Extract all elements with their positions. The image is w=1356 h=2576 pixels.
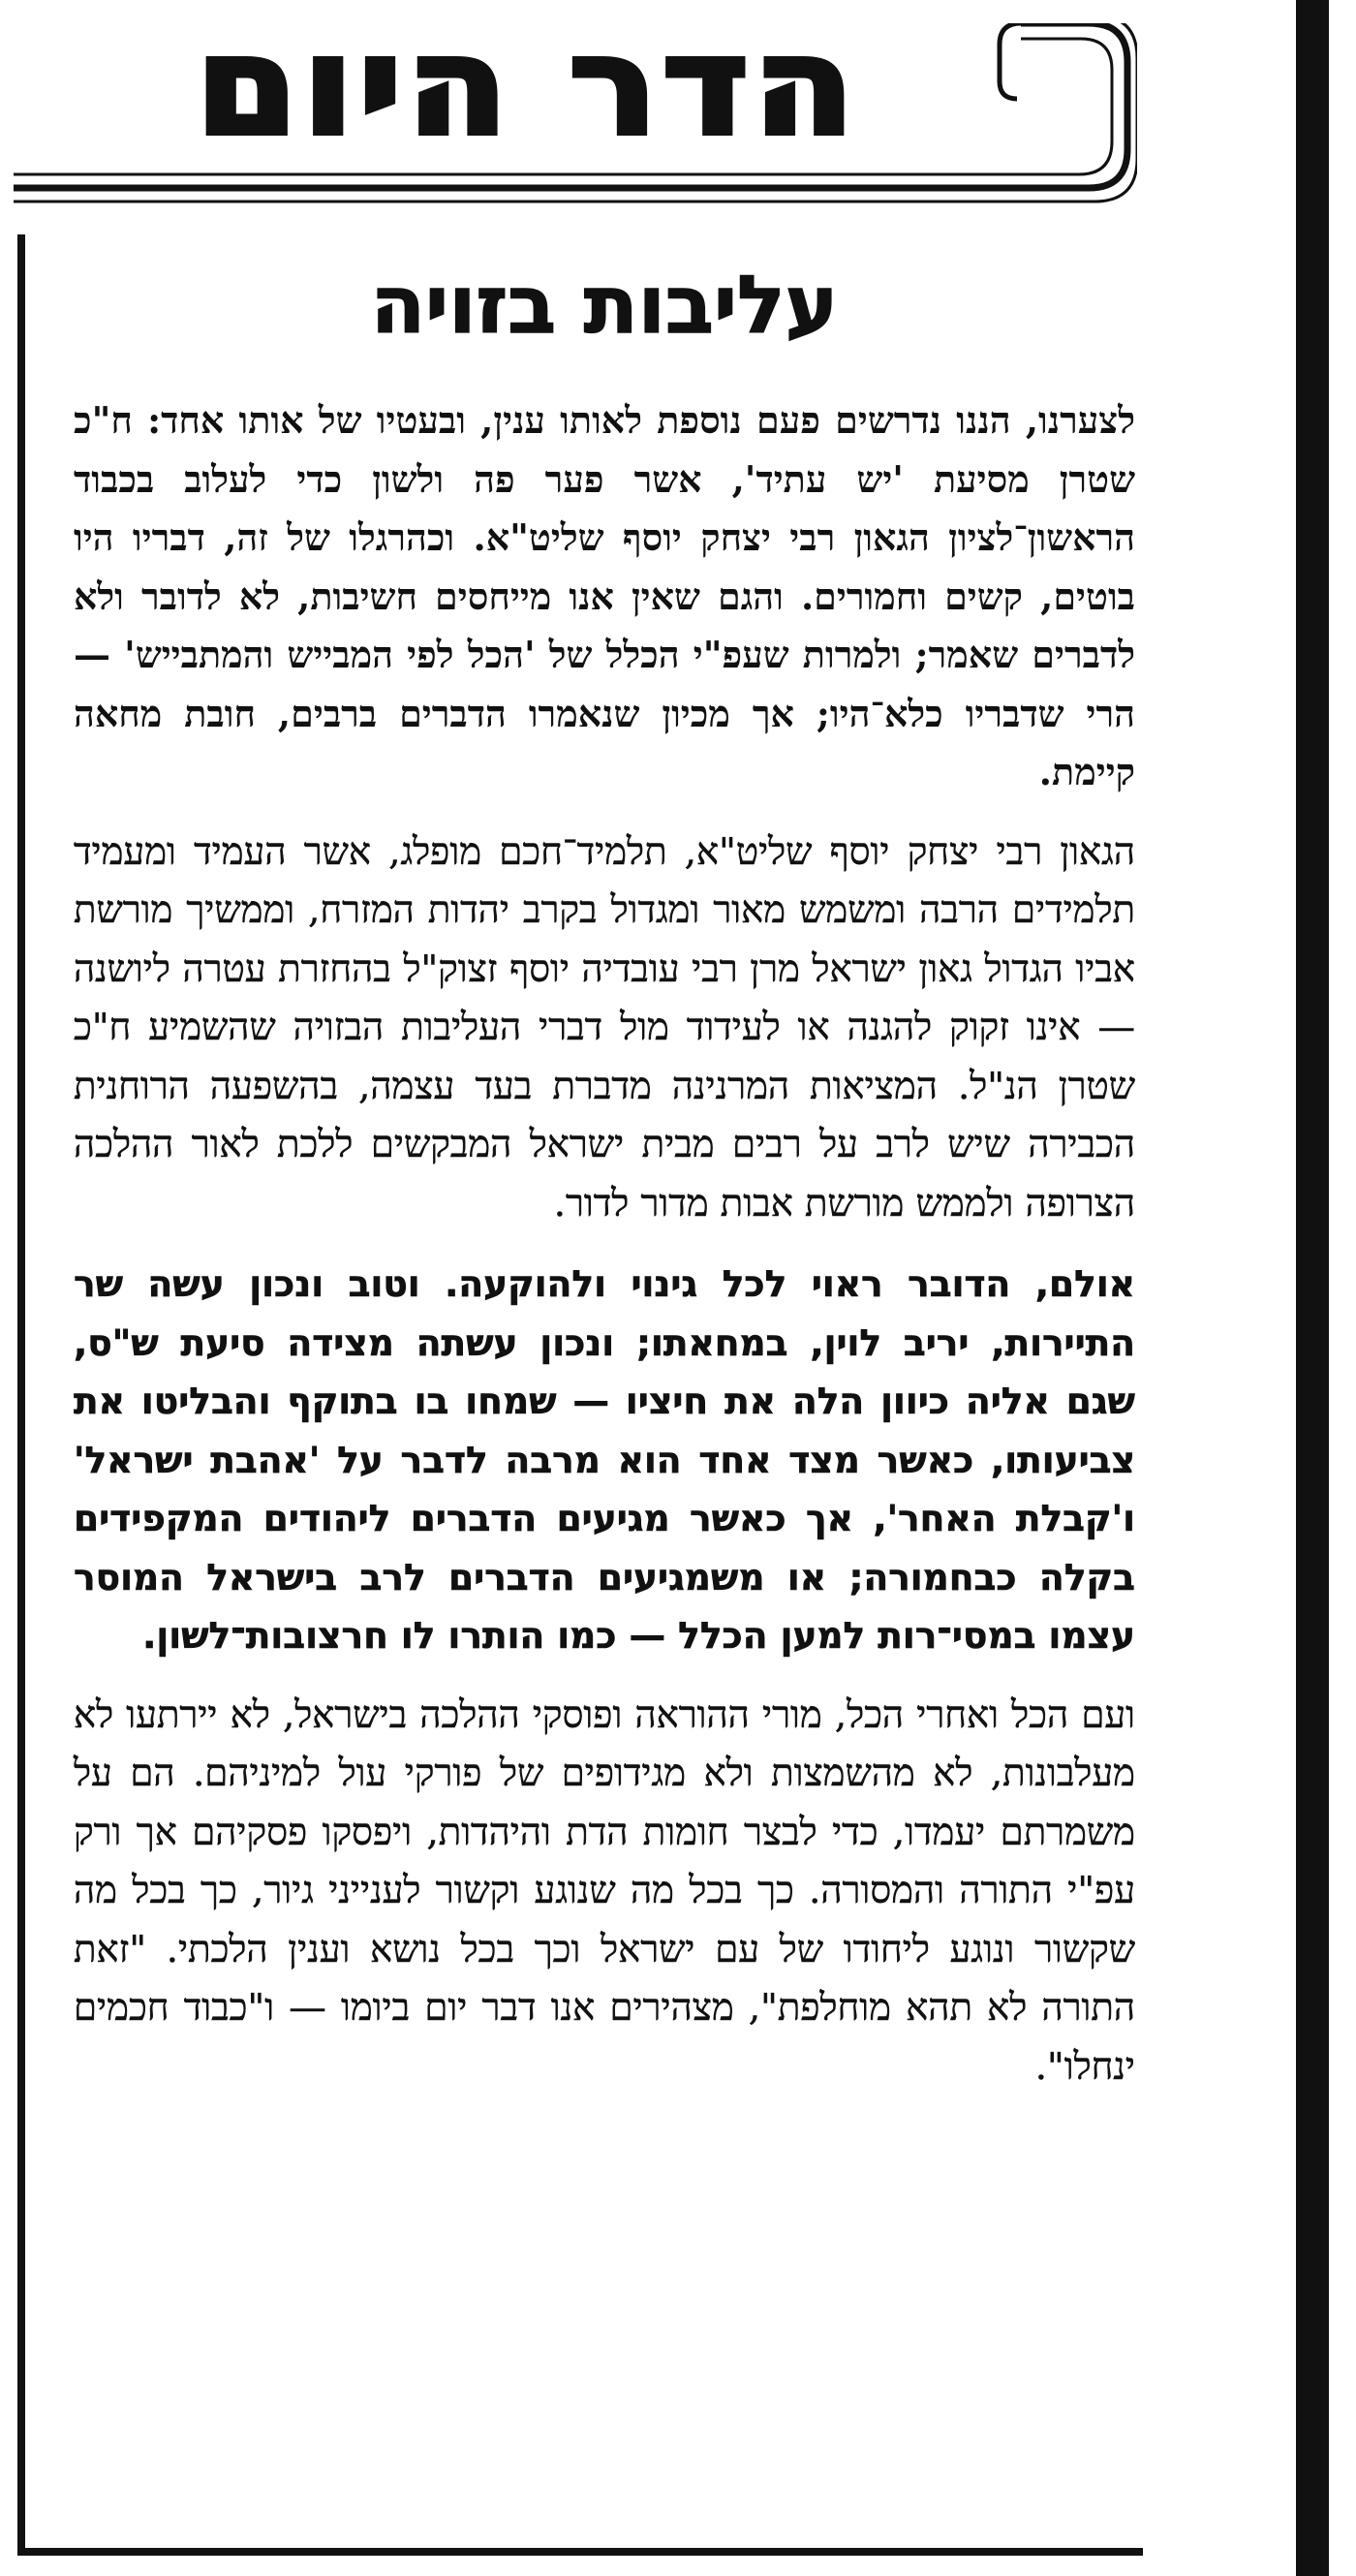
article-paragraph-2: הגאון רבי יצחק יוסף שליט"א, תלמיד־חכם מופלג, אשר העמיד ומעמיד תלמידים הרבה ומשמש מאור ומגדול בקרב יהדות המזרח, וממשיך מורשת אביו הגדול גאון ישראל מרן רבי עובדיה יוסף זצוק"ל בהחזרת עטרה ליושנה — אינו זקוק להגנה או לעידוד מול דברי העליבות הבזויה שהשמיע ח"כ שטרן הנ"ל. המציאות המרנינה מדברת בעד עצמה, בהשפעה הרוחנית הכבירה שיש לרב על רבים מבית ישראל המבקשים ללכת לאור ההלכה הצרופה ולממש מורשת אבות מדור לדור. <box>74 829 1135 1226</box>
masthead-title: הדר היום <box>196 9 860 165</box>
article-paragraph-3: אולם, הדובר ראוי לכל גינוי ולהוקעה. וטוב ונכון עשה שר התיירות, יריב לוין, במחאתו; ונכון עשתה מצידה סיעת ש"ס, שגם אליה כיוון הלה את חיציו — שמחו בו בתוקף והבליטו את צביעותו, כאשר מצד אחד הוא מרבה לדבר על 'אהבת ישראל' ו'קבלת האחר', אך כאשר מגיעים הדברים ליהודים המקפידים בקלה כבחמורה; או משמגיעים הדברים לרב בישראל המוסר עצמו במסי־רות למען הכלל — כמו הותרו לו חרצובות־לשון. <box>74 1262 1135 1657</box>
masthead <box>14 9 1137 213</box>
article-paragraph-1: לצערנו, הננו נדרשים פעם נוספת לאותו ענין, ובעטיו של אותו אחד: ח"כ שטרן מסיעת 'יש עתיד', אשר פער פה ולשון כדי לעלוב בכבוד הראשון־לציון הגאון רבי יצחק יוסף שליט"א. וכהרגלו של זה, דבריו היו בוטים, קשים וחמורים. והגם שאין אנו מייחסים חשיבות, לא לדובר ולא לדברים שאמר; ולמרות שעפ"י הכלל של 'הכל לפי המבייש והמתבייש' — הרי שדבריו כלא־היו; אך מכיון שנאמרו הדברים ברבים, חובת מחאה קיימת. <box>74 398 1135 793</box>
article-headline: עליבות בזויה <box>370 260 839 352</box>
article-paragraph-4: ועם הכל ואחרי הכל, מורי ההוראה ופוסקי ההלכה בישראל, לא יירתעו לא מעלבונות, לא מהשמצות ולא מגידופים של פורקי עול למיניהם. הם על משמרתם יעמדו, כדי לבצר חומות הדת והיהדות, ויפסקו פסקיהם אך ורק עפ"י התורה והמסורה. כך בכל מה שנוגע וקשור לענייני גיור, כך בכל מה שקשור ונוגע ליחודו של עם ישראל וכך בכל נושא וענין הלכתי. "זאת התורה לא תהא מוחלפת", מצהירים אנו דבר יום ביומו — ו"כבוד חכמים ינחלו". <box>74 1692 1135 2089</box>
article <box>74 260 1135 2118</box>
page-edge-strip <box>1296 0 1329 2576</box>
